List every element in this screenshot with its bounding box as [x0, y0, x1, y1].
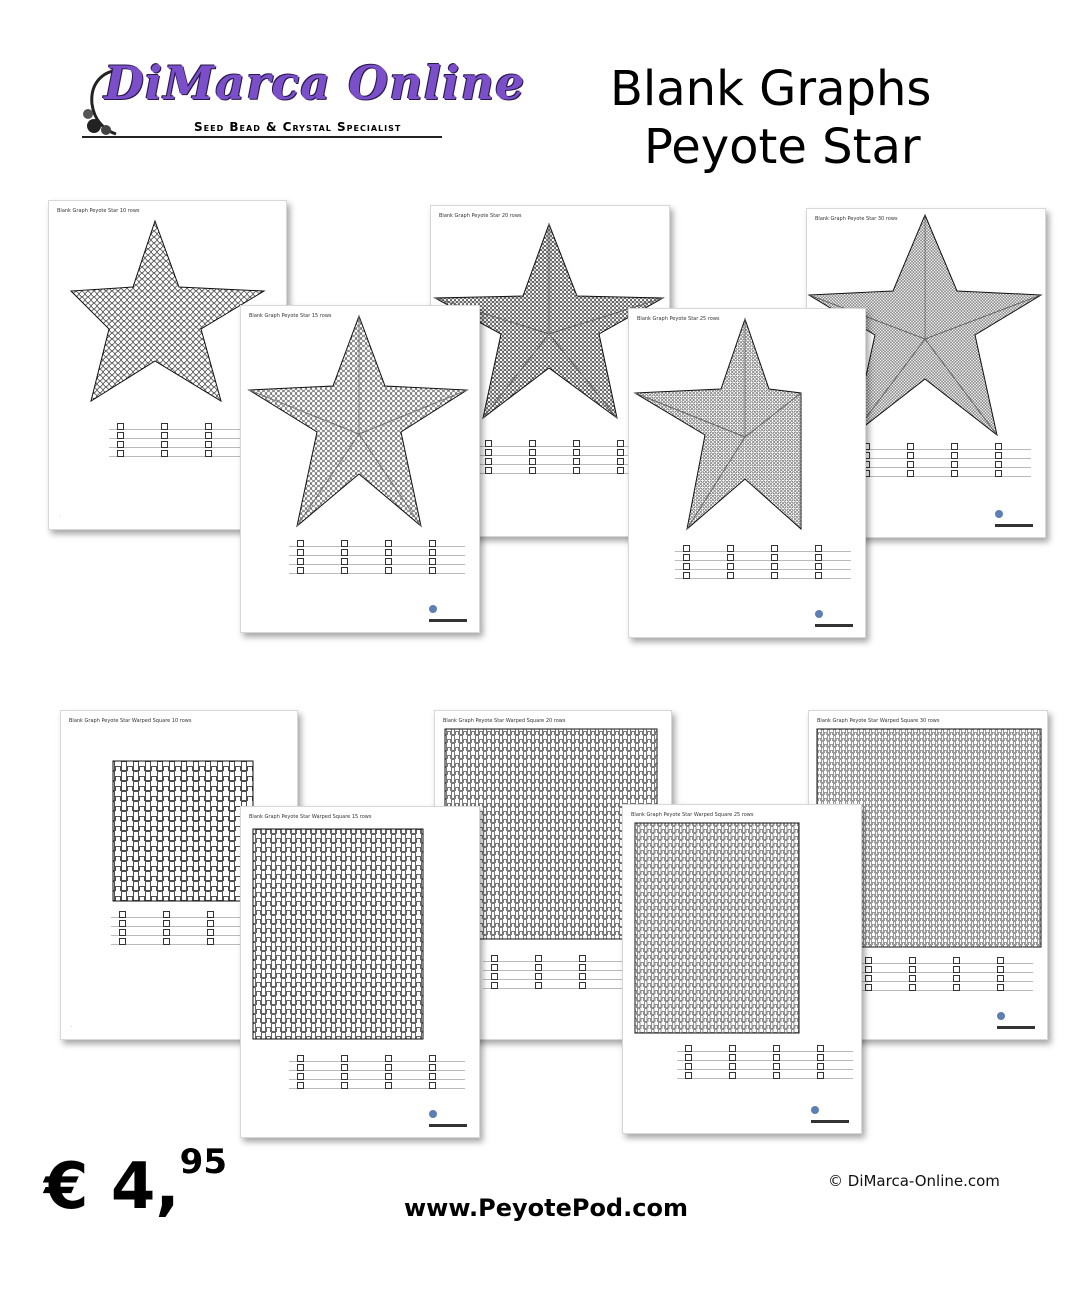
star-graph [629, 309, 865, 637]
color-legend [289, 1055, 465, 1089]
sheet-footer: · [59, 514, 61, 519]
logo-rule [82, 136, 442, 138]
sheet-caption: Blank Graph Peyote Star 15 rows [249, 313, 332, 319]
sheet-caption: Blank Graph Peyote Star 25 rows [637, 316, 720, 322]
title-line-2: Peyote Star [644, 119, 921, 175]
price-cents: 95 [179, 1142, 227, 1182]
website-link[interactable]: www.PeyotePod.com [404, 1194, 688, 1222]
peyote-pod-logo [997, 1012, 1035, 1029]
sheet-caption: Blank Graph Peyote Star Warped Square 15 rows [249, 814, 372, 820]
logo-tagline: Seed Bead & Crystal Specialist [194, 120, 402, 134]
sheet-caption: Blank Graph Peyote Star Warped Square 30 rows [817, 718, 940, 724]
sheet-caption: Blank Graph Peyote Star Warped Square 10 rows [69, 718, 192, 724]
dimarca-logo [82, 56, 526, 144]
color-legend [675, 545, 851, 579]
sheet-star-15 [240, 305, 480, 633]
warped-square-graph [623, 805, 861, 1133]
peyote-pod-logo [811, 1106, 849, 1123]
peyote-pod-logo [429, 1110, 467, 1127]
color-legend [855, 443, 1031, 477]
peyote-pod-logo [429, 605, 467, 622]
sheet-footer: · [71, 1024, 73, 1029]
color-legend [677, 1045, 853, 1079]
price-main: € 4, [44, 1150, 180, 1224]
color-legend [289, 540, 465, 574]
price [44, 1142, 227, 1224]
sheet-warped-25 [622, 804, 862, 1134]
sheet-caption: Blank Graph Peyote Star 20 rows [439, 213, 522, 219]
color-legend [857, 957, 1033, 991]
sheet-caption: Blank Graph Peyote Star 30 rows [815, 216, 898, 222]
sheet-warped-15 [240, 806, 480, 1138]
logo-wordmark: DiMarca Online [104, 56, 526, 110]
star-graph [241, 306, 479, 632]
sheet-caption: Blank Graph Peyote Star Warped Square 25 rows [631, 812, 754, 818]
sheet-star-25 [628, 308, 866, 638]
peyote-pod-logo [995, 510, 1033, 527]
copyright-notice: © DiMarca-Online.com [828, 1172, 1000, 1190]
peyote-pod-logo [815, 610, 853, 627]
page-title [610, 60, 970, 176]
title-line-1: Blank Graphs [610, 61, 932, 117]
sheet-caption: Blank Graph Peyote Star Warped Square 20 rows [443, 718, 566, 724]
sheet-caption: Blank Graph Peyote Star 10 rows [57, 208, 140, 214]
color-legend [477, 440, 653, 474]
